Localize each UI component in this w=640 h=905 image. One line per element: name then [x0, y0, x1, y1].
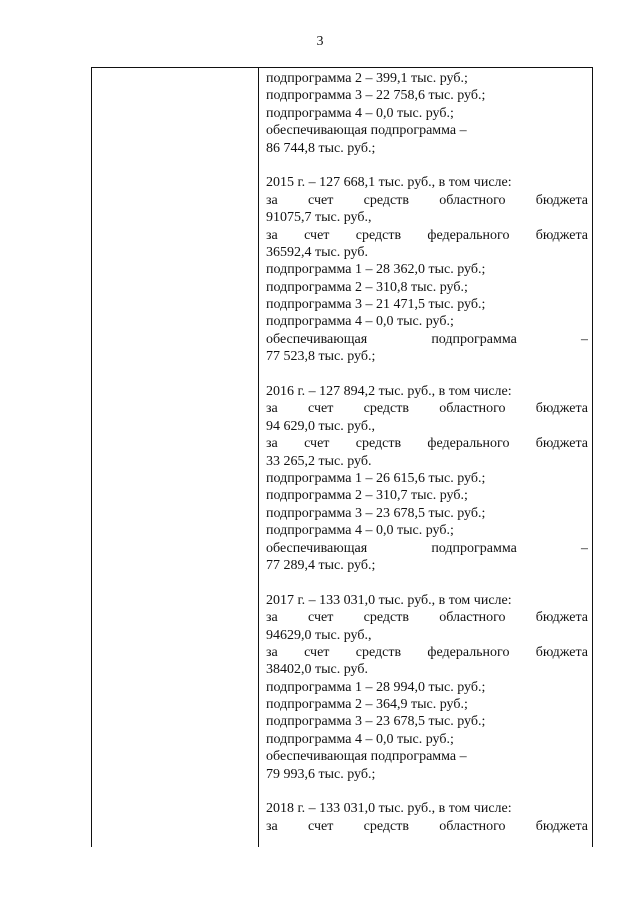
regional-budget-label: за счет средств областного бюджета	[266, 401, 588, 417]
year-header: 2018 г. – 133 031,0 тыс. руб., в том числе:	[266, 801, 512, 817]
support-subprogram-value: 77 523,8 тыс. руб.;	[266, 349, 376, 365]
year-header: 2016 г. – 127 894,2 тыс. руб., в том числе:	[266, 384, 512, 400]
spacer	[266, 366, 588, 383]
year-2016-block	[266, 383, 588, 574]
page-number: 3	[316, 34, 324, 49]
support-subprogram-label: обеспечивающая подпрограмма –	[266, 331, 588, 347]
spacer	[266, 574, 588, 591]
year-2017-block	[266, 592, 588, 783]
subprogram-1: подпрограмма 1 – 28 994,0 тыс. руб.;	[266, 679, 486, 695]
year-2018-block	[266, 800, 588, 835]
subprogram-4: подпрограмма 4 – 0,0 тыс. руб.;	[266, 523, 454, 539]
federal-budget-value: 38402,0 тыс. руб.	[266, 662, 368, 678]
column-divider	[258, 67, 259, 847]
funding-cell	[266, 70, 588, 835]
text-line: подпрограмма 3 – 22 758,6 тыс. руб.;	[266, 88, 486, 104]
regional-budget-label: за счет средств областного бюджета	[266, 610, 588, 626]
spacer	[266, 783, 588, 800]
text-line: 86 744,8 тыс. руб.;	[266, 140, 376, 156]
subprogram-2: подпрограмма 2 – 364,9 тыс. руб.;	[266, 697, 468, 713]
regional-budget-value: 94 629,0 тыс. руб.,	[266, 418, 375, 434]
federal-budget-label: за счет средств федерального бюджета	[266, 227, 588, 243]
subprogram-2: подпрограмма 2 – 310,7 тыс. руб.;	[266, 488, 468, 504]
federal-budget-label: за счет средств федерального бюджета	[266, 436, 588, 452]
subprogram-2: подпрограмма 2 – 310,8 тыс. руб.;	[266, 279, 468, 295]
subprogram-1: подпрограмма 1 – 28 362,0 тыс. руб.;	[266, 262, 486, 278]
federal-budget-value: 36592,4 тыс. руб.	[266, 244, 368, 260]
support-subprogram-value: 79 993,6 тыс. руб.;	[266, 766, 376, 782]
regional-budget-value: 94629,0 тыс. руб.,	[266, 627, 372, 643]
year-header: 2015 г. – 127 668,1 тыс. руб., в том числе:	[266, 175, 512, 191]
federal-budget-value: 33 265,2 тыс. руб.	[266, 453, 372, 469]
regional-budget-label: за счет средств областного бюджета	[266, 818, 588, 834]
support-subprogram-label: обеспечивающая подпрограмма –	[266, 749, 467, 765]
year-header: 2017 г. – 133 031,0 тыс. руб., в том числе:	[266, 592, 512, 608]
support-subprogram-label: обеспечивающая подпрограмма –	[266, 540, 588, 556]
spacer	[266, 157, 588, 174]
year-2015-block	[266, 174, 588, 365]
subprogram-1: подпрограмма 1 – 26 615,6 тыс. руб.;	[266, 470, 486, 486]
text-line: обеспечивающая подпрограмма –	[266, 123, 467, 139]
subprogram-3: подпрограмма 3 – 23 678,5 тыс. руб.;	[266, 505, 486, 521]
support-subprogram-value: 77 289,4 тыс. руб.;	[266, 557, 376, 573]
subprogram-3: подпрограмма 3 – 21 471,5 тыс. руб.;	[266, 297, 486, 313]
regional-budget-label: за счет средств областного бюджета	[266, 192, 588, 208]
subprogram-4: подпрограмма 4 – 0,0 тыс. руб.;	[266, 731, 454, 747]
regional-budget-value: 91075,7 тыс. руб.,	[266, 210, 372, 226]
intro-block	[266, 70, 588, 157]
text-line: подпрограмма 2 – 399,1 тыс. руб.;	[266, 71, 468, 86]
subprogram-4: подпрограмма 4 – 0,0 тыс. руб.;	[266, 314, 454, 330]
text-line: подпрограмма 4 – 0,0 тыс. руб.;	[266, 105, 454, 121]
federal-budget-label: за счет средств федерального бюджета	[266, 644, 588, 660]
subprogram-3: подпрограмма 3 – 23 678,5 тыс. руб.;	[266, 714, 486, 730]
